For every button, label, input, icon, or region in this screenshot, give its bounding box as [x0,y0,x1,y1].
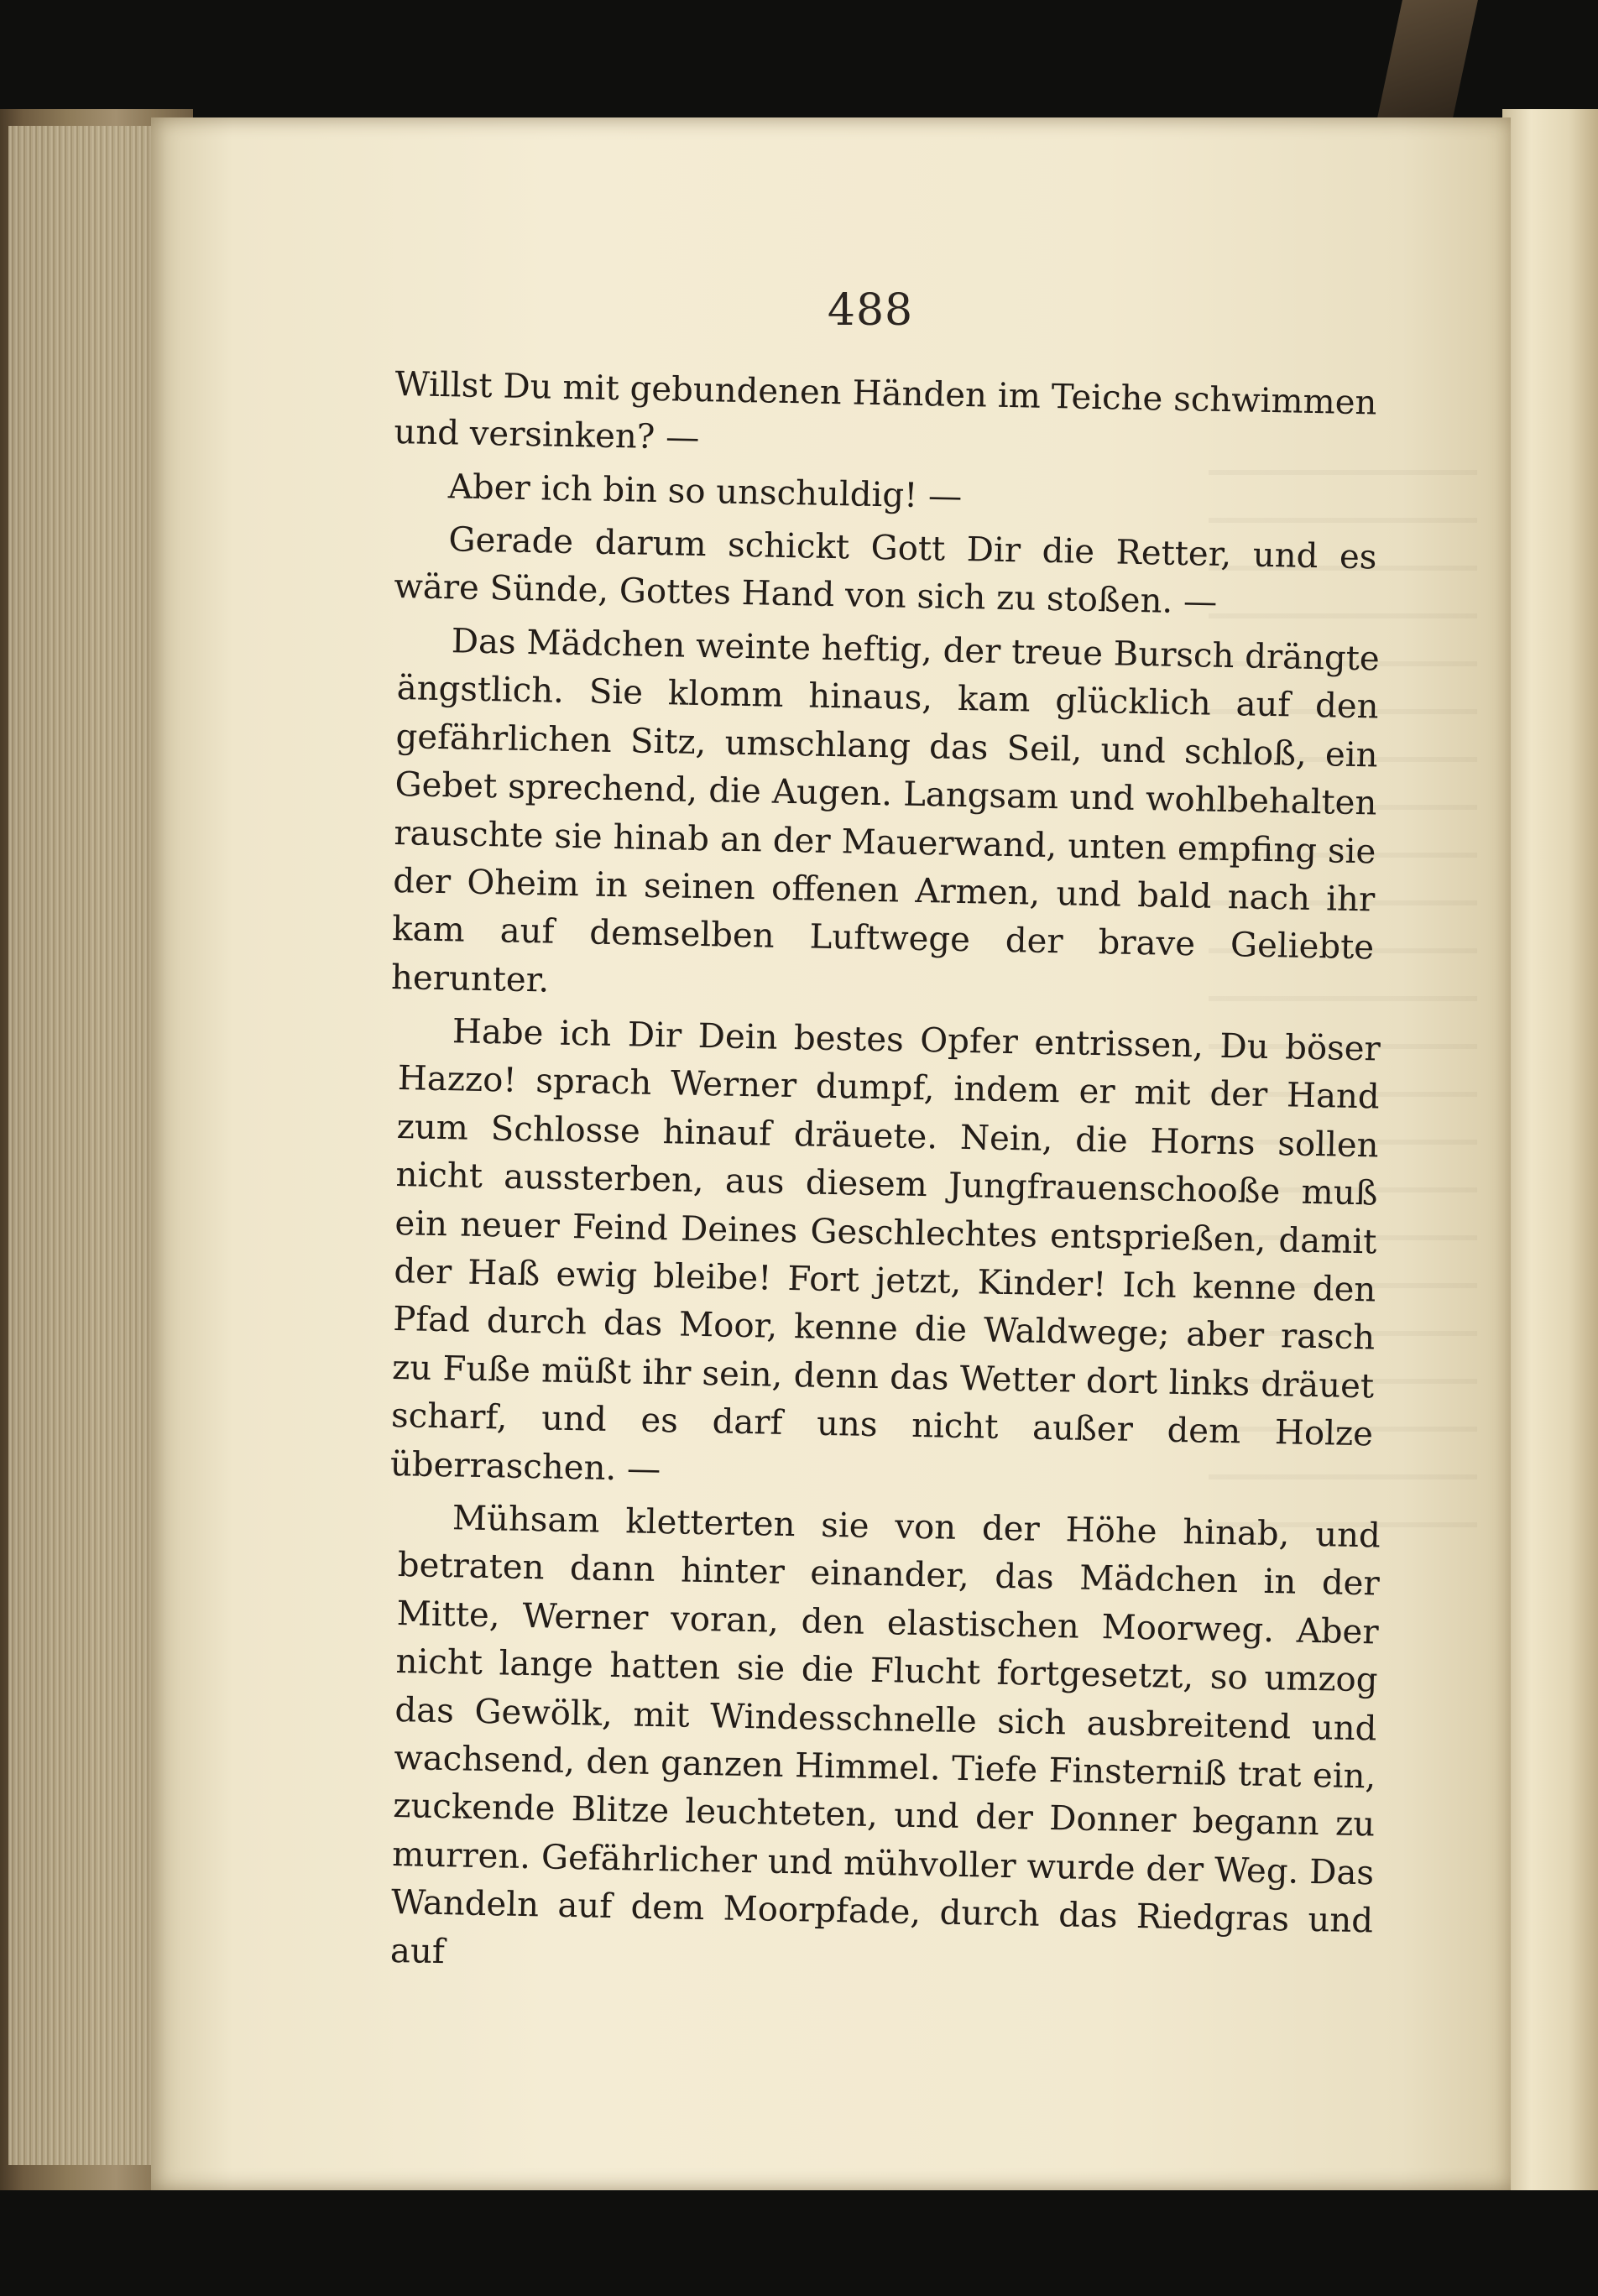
bookmark-ribbon [1376,0,1478,126]
paragraph: Mühsam kletterten sie von der Höhe hinab, und betraten dann hinter einander, das Mädchen in der Mitte, Werner voran, den elastischen Moorweg. Aber nicht lange hatten sie die Flucht fortgesetzt, so umzog das Gewölk, mit Windesschnelle sich ausbreitend und wachsend, den ganzen Himmel. Tiefe Finsterniß trat ein, zuckende Blitze leuchteten, und der Donner begann zu murren. Gefährlicher und mühvoller wurde der Weg. Das Wandeln auf dem Moorpfade, durch das Riedgras und auf [389,1499,1381,1972]
page-number: 488 [827,285,914,336]
body-text [389,361,1381,1975]
paragraph: Gerade darum schickt Gott Dir die Retter, und es wäre Sünde, Gottes Hand von sich zu stoßen. — [394,520,1377,623]
facing-page-edge [1502,109,1598,2190]
paragraph: Das Mädchen weinte heftig, der treue Bursch drängte ängstlich. Sie klomm hinaus, kam glücklich auf den gefährlichen Sitz, umschlang das Seil, und schloß, ein Gebet sprechend, die Augen. Langsam und wohlbehalten rauschte sie hinab an der Mauerwand, unten empfing sie der Oheim in seinen offenen Armen, und bald nach ihr kam auf demselben Luftwege der brave Geliebte herunter. [390,622,1381,1000]
paragraph: Aber ich bin so unschuldig! — [447,467,963,516]
paragraph: Habe ich Dir Dein bestes Opfer entrissen, Du böser Hazzo! sprach Werner dumpf, indem er mit der Hand zum Schlosse hinauf dräuete. Nein, die Horns sollen nicht aussterben, aus diesem Jungfrauenschooße muß ein neuer Feind Deines Geschlechtes entsprießen, damit der Haß ewig bleibe! Fort jetzt, Kinder! Ich kenne den Pfad durch das Moor, kenne die Waldwege; aber rasch zu Fuße müßt ihr sein, denn das Wetter dort links dräuet scharf, und es darf uns nicht außer dem Holze überraschen. — [389,1012,1381,1490]
paragraph: Willst Du mit gebundenen Händen im Teiche schwimmen und versinken? — [394,365,1377,458]
